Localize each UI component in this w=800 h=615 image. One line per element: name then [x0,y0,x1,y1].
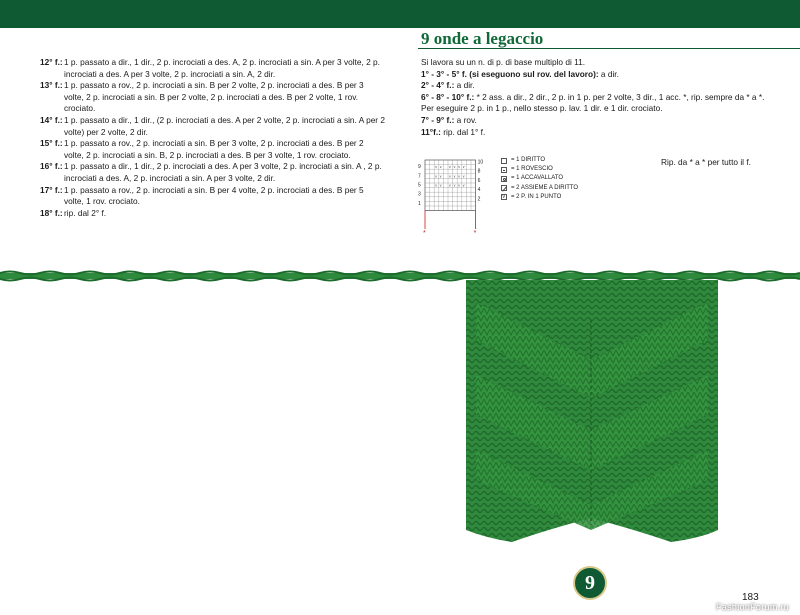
row-text: 1 p. passato a rov., 2 p. incrociati a sin. B per 2 volte, 2 p. incrociati a des. B per 3 volte, 2 p. incrociati a sin. B per 2 volte, 2 p. incrociati a des. B per 2 volte, 1 rov. crociato. [64,80,364,114]
line-label: 6° - 8° - 10° f.: [421,91,475,102]
line-label: 7° - 9° f.: [421,114,455,125]
legend-item [501,184,578,193]
instruction-line [421,115,771,127]
row-label: 18° f.: [40,207,63,218]
row-label: 15° f.: [40,138,63,149]
intro-text: Si lavora su un n. di p. di base multiplo di 11. [421,57,586,67]
line-text: rip. dal 1° f. [440,126,486,137]
row-text: 1 p. passato a rov., 2 p. incrociati a sin. B per 3 volte, 2 p. incrociati a des. B per 2 volte, 2 p. incrociati a sin. B, 2 p. incrociati a des. B per 3 volte, 1 rov. crociato. [64,138,364,160]
instruction-line [421,69,771,81]
instruction-row [40,115,385,138]
right-instructions [421,57,771,138]
row-text: 1 p. passato a dir., 1 dir., 2 p. incrociati a des. A, 2 p. incrociati a sin. A per 3 volte, 2 p. incrociati a des. A per 3 volte, 2 p. incrociati a sin. A, 2 dir. [64,57,380,79]
row-text: 1 p. passato a dir., 1 dir., 2 p. incrociati a des. A per 3 volte, 2 p. incrociati a sin. A , 2 p. incrociati a des. A, 2 p. incrociati a sin. A per 3 volte, 2 dir. [64,161,382,183]
chart-row-label: 5 [418,182,421,189]
line-text: Per eseguire 2 p. in 1 p., nello stesso p. lav. 1 dir. e 1 dir. crociato. [421,103,663,114]
instruction-row [40,161,385,184]
chart-row-label: 2 [477,196,481,203]
line-text: a dir. [454,80,475,91]
v-square-icon: v [502,194,505,201]
instruction-row [40,138,385,161]
repeat-note: Rip. da * a * per tutto il f. [661,157,751,167]
stitch-chart [417,157,489,235]
empty-square-icon [501,158,507,164]
header-band [0,0,800,28]
line-text: a rov. [454,114,477,125]
row-label: 12° f.: [40,57,63,67]
chart-row-label: 3 [418,191,421,198]
pattern-number-badge: 9 [573,566,607,600]
instruction-line [421,127,771,139]
row-label: 13° f.: [40,80,63,91]
instruction-line [421,80,771,92]
chart-row-label: 8 [477,168,481,175]
knitted-swatch-photo [466,280,718,552]
page-number: 183 [742,592,759,603]
chart-symbol: v [435,165,437,170]
row-label: 16° f.: [40,161,63,172]
chart-symbol: v [462,174,465,179]
chart-row-label: 9 [418,164,421,171]
chart-symbol: v [458,165,460,170]
legend-item [501,165,578,174]
legend-item [501,174,578,183]
chart-row-label: 1 [418,200,421,207]
legend-item [501,156,578,165]
pattern-title: 9 onde a legaccio [421,29,544,48]
dash-square-icon [501,167,507,173]
chart-symbol: v [439,183,442,188]
row-label: 14° f.: [40,114,63,125]
chart-symbol: v [439,165,442,170]
instruction-line [421,92,771,104]
legend-label: = 1 ACCAVALLATO [511,175,564,182]
instruction-row [40,80,385,115]
chart-symbol: v [439,174,442,179]
chart-symbol: v [435,174,437,179]
chart-row-label: 4 [477,187,481,194]
line-label: 1° - 3° - 5° f. (si eseguono sul rov. del lavoro): [421,68,599,79]
legend-item [501,193,578,202]
instruction-row [40,185,385,208]
chart-symbol: v [449,174,451,179]
repeat-mark: * [423,230,426,235]
line-label: 2° - 4° f.: [421,80,455,91]
chart-symbol: v [453,174,456,179]
repeat-mark: * [473,230,477,235]
chart-row-label: 7 [418,173,421,180]
chart-symbol: v [453,183,456,188]
row-text: 1 p. passato a rov., 2 p. incrociati a sin. B per 4 volte, 2 p. incrociati a des. B per 5 volte, 1 rov. crociato. [64,184,364,207]
instruction-row [40,208,385,220]
legend-label: = 2 P. IN 1 PUNTO [511,193,562,200]
instruction-row [40,57,385,80]
legend-label: = 1 DIRITTO [511,157,546,163]
chart-symbol: v [462,165,465,170]
chart-symbol: v [458,183,460,188]
circle-square-icon [501,176,507,182]
legend-label: = 1 ROVESCIO [511,166,553,173]
chart-symbol: v [458,174,460,179]
legend-label: = 2 ASSIEME A DIRITTO [511,184,579,191]
watermark-text: FashionForum.ru [716,602,790,612]
chart-symbol: v [435,183,437,188]
line-label: 11°f.: [421,126,441,137]
line-text: a dir. [598,68,619,79]
slash-square-icon [501,185,507,191]
left-instructions [40,57,385,219]
chart-symbol: v [462,183,465,188]
chart-legend [501,156,578,202]
row-label: 17° f.: [40,184,63,195]
chart-row-label: 6 [477,177,481,184]
chart-symbol: v [453,165,456,170]
row-text: 1 p. passato a dir., 1 dir., (2 p. incrociati a des. A per 2 volte, 2 p. incrociati a sin. A per 2 volte) per 2 volte, 2 dir. [64,114,385,137]
chart-symbol: v [449,183,451,188]
line-text: * 2 ass. a dir., 2 dir., 2 p. in 1 p. per 2 volte, 3 dir., 1 acc. *, rip. sempre da * a *. [474,91,765,102]
row-text: rip. dal 2° f. [64,207,107,218]
chart-row-label: 10 [477,159,484,166]
chart-symbol: v [449,165,451,170]
instruction-line [421,103,771,115]
